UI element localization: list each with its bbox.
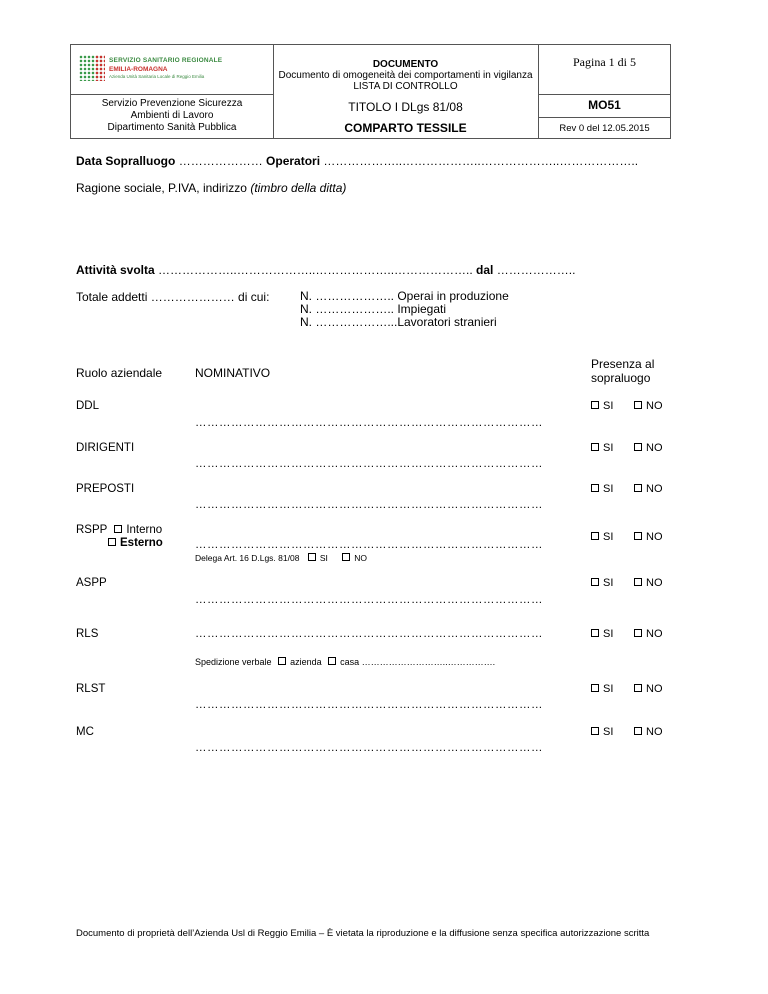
role-rls: RLS	[76, 628, 99, 640]
nominativo-dirigenti-field[interactable]: ……………………………………………………………………………	[195, 458, 543, 470]
workers-produzione[interactable]: N. ……………….. Operai in produzione	[300, 289, 509, 303]
spedizione-casa-checkbox[interactable]: casa ………………………..…………….	[328, 657, 495, 667]
attivita-field[interactable]: ………………..………………..………………..………………..	[158, 263, 473, 277]
nominativo-rspp-field[interactable]: ……………………………………………………………………………	[195, 539, 543, 551]
rlst-si-checkbox[interactable]: SI	[591, 683, 613, 695]
dirigenti-si-checkbox[interactable]: SI	[591, 442, 613, 454]
preposti-no-checkbox[interactable]: NO	[634, 483, 663, 495]
aspp-si-checkbox[interactable]: SI	[591, 577, 613, 589]
spedizione-azienda-checkbox[interactable]: azienda	[278, 657, 322, 667]
role-ddl: DDL	[76, 400, 100, 412]
nominativo-rlst-field[interactable]: ……………………………………………………………………………	[195, 699, 543, 711]
nominativo-mc-field[interactable]: ……………………………………………………………………………	[195, 742, 543, 754]
workers-impiegati[interactable]: N. ……………….. Impiegati	[300, 302, 447, 316]
logo: SERVIZIO SANITARIO REGIONALE EMILIA-ROMAGNA Azienda Unità Sanitaria Locale di Reggio Emilia	[71, 45, 273, 94]
nominativo-ddl-field[interactable]: ……………………………………………………………………………	[195, 417, 543, 429]
doc-title: TITOLO I DLgs 81/08	[348, 100, 463, 114]
rspp-no-checkbox[interactable]: NO	[634, 531, 663, 543]
doc-revision: Rev 0 del 12.05.2015	[559, 123, 650, 134]
role-rlst: RLST	[76, 683, 106, 695]
rspp-delega-row: Delega Art. 16 D.Lgs. 81/08 SI NO	[195, 553, 367, 563]
attivita-row	[76, 263, 575, 277]
data-sopralluogo-label: Data Sopralluogo	[76, 154, 176, 168]
rls-spedizione-row: Spedizione verbale azienda casa ………………………..…………….	[195, 657, 496, 667]
nominativo-preposti-field[interactable]: ……………………………………………………………………………	[195, 499, 543, 511]
role-mc: MC	[76, 726, 94, 738]
dirigenti-no-checkbox[interactable]: NO	[634, 442, 663, 454]
delega-si-checkbox[interactable]: SI	[308, 553, 328, 563]
data-sopralluogo-row	[76, 154, 638, 168]
doc-label: DOCUMENTO	[372, 59, 439, 70]
totale-addetti-label: Totale addetti ………………… di cui:	[76, 290, 270, 304]
preposti-si-checkbox[interactable]: SI	[591, 483, 613, 495]
operatori-field[interactable]: ………………..………………..………………..………………..	[323, 154, 639, 168]
doc-subtitle: LISTA DI CONTROLLO	[353, 81, 458, 92]
doc-description: Documento di omogeneità dei comportamenti in vigilanza	[278, 70, 533, 81]
role-preposti: PREPOSTI	[76, 483, 135, 495]
workers-breakdown	[300, 290, 509, 329]
mc-no-checkbox[interactable]: NO	[634, 726, 663, 738]
col-presenza-header: Presenza al sopraluogo	[591, 357, 655, 385]
footer-notice: Documento di proprietà dell’Azienda Usl di Reggio Emilia – È vietata la riproduzione e la diffusione senza specifica autorizzazione scritta	[76, 928, 650, 939]
delega-no-checkbox[interactable]: NO	[342, 553, 367, 563]
ragione-sociale-row	[76, 181, 346, 195]
operatori-label: Operatori	[266, 154, 321, 168]
department-name: Servizio Prevenzione Sicurezza Ambienti di Lavoro Dipartimento Sanità Pubblica	[101, 98, 243, 133]
mc-si-checkbox[interactable]: SI	[591, 726, 613, 738]
rlst-no-checkbox[interactable]: NO	[634, 683, 663, 695]
role-aspp: ASPP	[76, 577, 107, 589]
workers-stranieri[interactable]: N. ………………...Lavoratori stranieri	[300, 315, 497, 329]
dal-label: dal	[476, 263, 494, 277]
col-ruolo-header: Ruolo aziendale	[76, 366, 163, 380]
rspp-esterno-checkbox[interactable]: Esterno	[108, 537, 163, 549]
nominativo-aspp-field[interactable]: ……………………………………………………………………………	[195, 594, 543, 606]
page-number: Pagina 1 di 5	[573, 55, 636, 69]
ragione-sociale-label: Ragione sociale, P.IVA, indirizzo	[76, 181, 251, 195]
dal-field[interactable]: ………………..	[496, 263, 576, 277]
ddl-no-checkbox[interactable]: NO	[634, 400, 663, 412]
doc-code: MO51	[588, 98, 621, 112]
aspp-no-checkbox[interactable]: NO	[634, 577, 663, 589]
ragione-sociale-note: (timbro della ditta)	[250, 181, 347, 195]
role-rspp: RSPP Interno	[76, 524, 163, 536]
document-header	[70, 44, 671, 139]
rspp-interno-checkbox[interactable]: Interno	[110, 524, 162, 536]
col-nominativo-header: NOMINATIVO	[195, 366, 271, 380]
role-dirigenti: DIRIGENTI	[76, 442, 135, 454]
ddl-si-checkbox[interactable]: SI	[591, 400, 613, 412]
data-sopralluogo-field[interactable]: …………………	[178, 154, 263, 168]
doc-sector: COMPARTO TESSILE	[344, 121, 467, 135]
attivita-label: Attività svolta	[76, 263, 155, 277]
nominativo-rls-field[interactable]: ……………………………………………………………………………	[195, 628, 543, 640]
rls-si-checkbox[interactable]: SI	[591, 628, 613, 640]
rls-no-checkbox[interactable]: NO	[634, 628, 663, 640]
rspp-si-checkbox[interactable]: SI	[591, 531, 613, 543]
